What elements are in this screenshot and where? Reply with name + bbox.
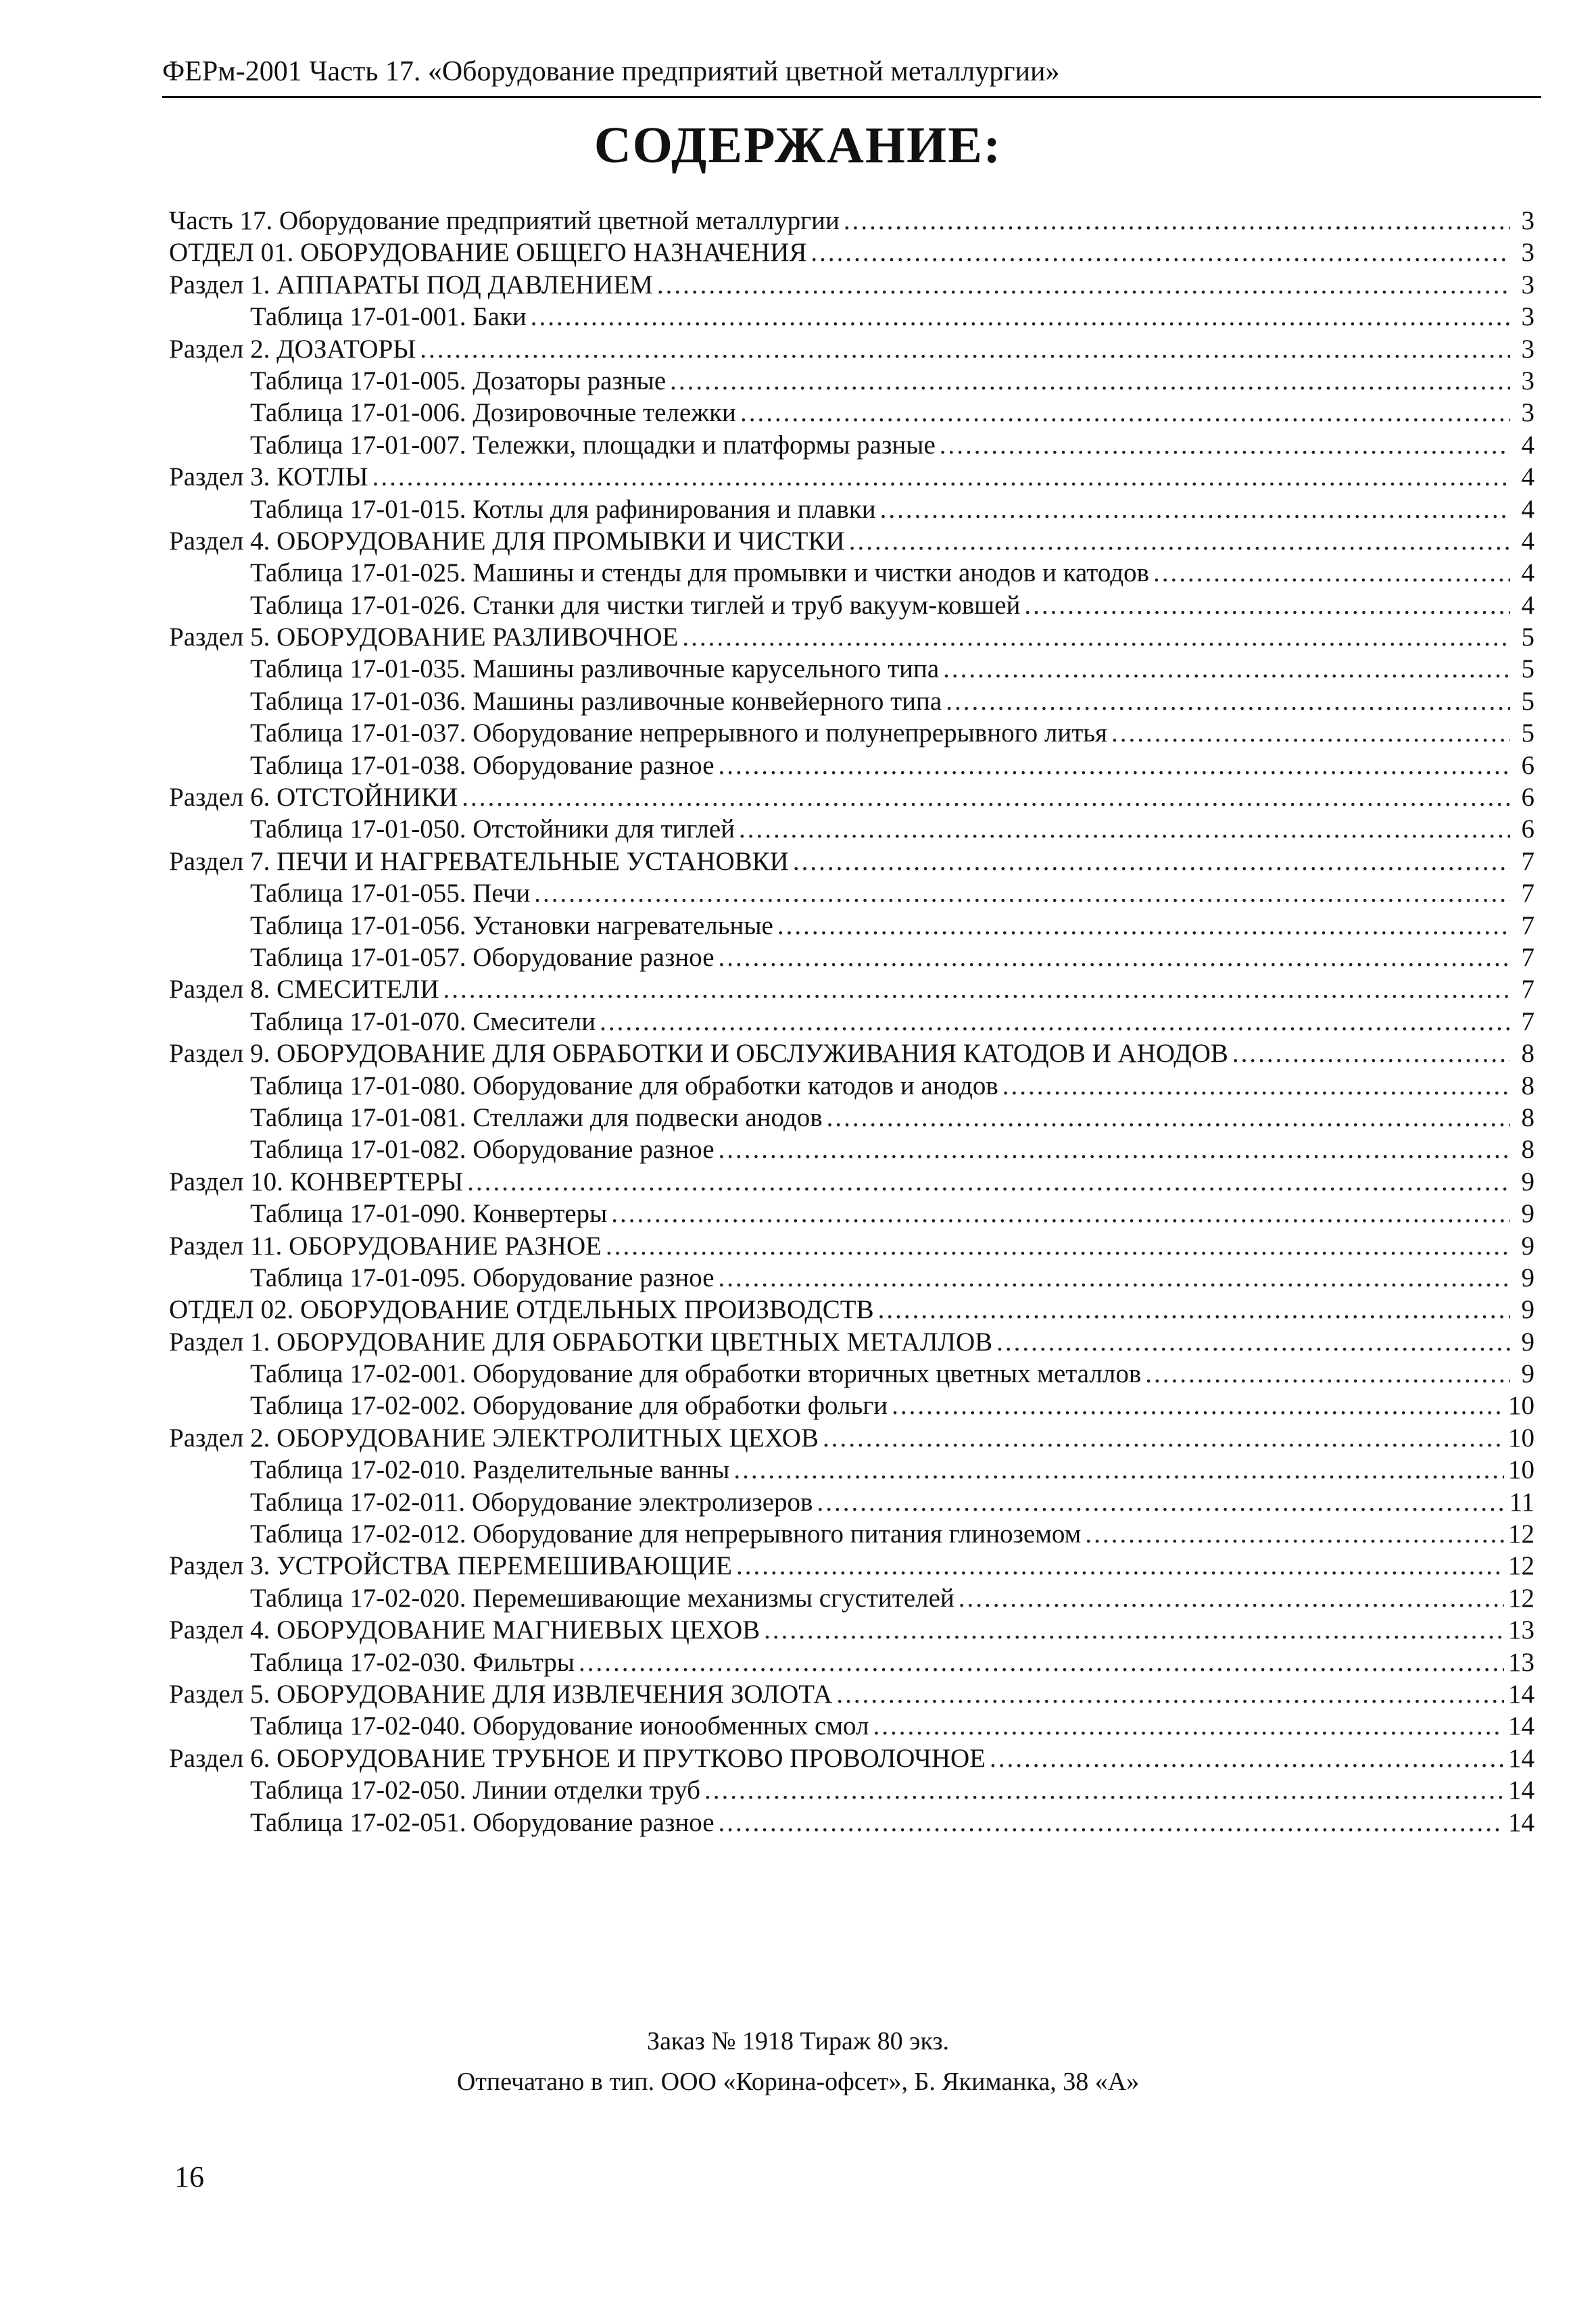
toc-entry-section: [169, 461, 1534, 493]
toc-entry-page: 13: [1508, 1647, 1534, 1677]
toc-entry-label: Таблица 17-02-012. Оборудование для непрерывного питания глиноземом: [250, 1519, 1082, 1549]
dot-leader: [739, 813, 1510, 845]
dot-leader: [1085, 1518, 1504, 1550]
toc-entry-table: [169, 1486, 1534, 1518]
dot-leader: [611, 1198, 1510, 1229]
toc-entry-page: 5: [1521, 623, 1534, 652]
dot-leader: [657, 269, 1510, 301]
toc-entry-section: [169, 237, 1534, 268]
toc-entry-page: 8: [1521, 1135, 1534, 1165]
toc-entry-section: [169, 333, 1534, 365]
toc-entry-table: [169, 750, 1534, 781]
toc-entry-section: [169, 1294, 1534, 1325]
dot-leader: [719, 942, 1510, 973]
dot-leader: [682, 621, 1510, 653]
toc-entry-page: 9: [1521, 1263, 1534, 1292]
dot-leader: [420, 333, 1510, 365]
toc-entry-section: [169, 1422, 1534, 1454]
toc-entry-page: 3: [1521, 238, 1534, 268]
toc-entry-label: Раздел 6. ОБОРУДОВАНИЕ ТРУБНОЕ И ПРУТКОВО ПРОВОЛОЧНОЕ: [169, 1743, 986, 1773]
toc-entry-label: Раздел 3. КОТЛЫ: [169, 462, 368, 492]
toc-entry-page: 3: [1521, 398, 1534, 428]
toc-entry-section: [169, 973, 1534, 1005]
dot-leader: [827, 1102, 1510, 1134]
dot-leader: [1145, 1358, 1510, 1390]
toc-entry-page: 9: [1521, 1359, 1534, 1389]
toc-entry-label: Раздел 2. ОБОРУДОВАНИЕ ЭЛЕКТРОЛИТНЫХ ЦЕХОВ: [169, 1423, 819, 1453]
toc-entry-table: [169, 1262, 1534, 1294]
toc-entry-page: 8: [1521, 1039, 1534, 1069]
toc-entry-table: [169, 910, 1534, 942]
toc-entry-label: Таблица 17-01-001. Баки: [250, 302, 527, 332]
toc-entry-label: Таблица 17-01-070. Смесители: [250, 1006, 596, 1036]
toc-entry-page: 9: [1521, 1231, 1534, 1261]
toc-entry-label: Таблица 17-01-057. Оборудование разное: [250, 942, 715, 972]
toc-entry-label: Таблица 17-01-038. Оборудование разное: [250, 750, 715, 780]
dot-leader: [811, 237, 1510, 268]
toc-entry-label: Раздел 6. ОТСТОЙНИКИ: [169, 783, 458, 812]
toc-entry-label: Часть 17. Оборудование предприятий цветной металлургии: [169, 206, 840, 235]
toc-entry-label: Таблица 17-01-037. Оборудование непрерывного и полунепрерывного литья: [250, 718, 1107, 748]
toc-entry-label: Таблица 17-01-050. Отстойники для тиглей: [250, 814, 735, 844]
toc-entry-label: Таблица 17-01-007. Тележки, площадки и платформы разные: [250, 430, 936, 460]
dot-leader: [462, 781, 1510, 813]
dot-leader: [719, 1262, 1510, 1294]
toc-entry-table: [169, 877, 1534, 909]
toc-entry-label: Таблица 17-01-006. Дозировочные тележки: [250, 398, 736, 428]
toc-entry-table: [169, 557, 1534, 589]
toc-entry-table: [169, 717, 1534, 749]
dot-leader: [372, 461, 1510, 493]
toc-entry-page: 7: [1521, 846, 1534, 876]
dot-leader: [943, 653, 1510, 685]
toc-entry-table: [169, 942, 1534, 973]
toc-entry-section: [169, 269, 1534, 301]
dot-leader: [1153, 557, 1510, 589]
dot-leader: [719, 750, 1510, 781]
toc-entry-page: 11: [1509, 1487, 1534, 1517]
dot-leader: [878, 1294, 1510, 1325]
toc-entry-page: 12: [1508, 1551, 1534, 1581]
page-number: 16: [174, 2160, 204, 2193]
toc-entry-table: [169, 1390, 1534, 1421]
dot-leader: [579, 1647, 1504, 1678]
toc-entry-table: [169, 653, 1534, 685]
dot-leader: [873, 1710, 1505, 1742]
toc-entry-page: 7: [1521, 975, 1534, 1004]
toc-entry-label: Таблица 17-01-036. Машины разливочные конвейерного типа: [250, 686, 942, 716]
toc-entry-label: Таблица 17-02-011. Оборудование электролизеров: [250, 1487, 813, 1517]
toc-entry-page: 14: [1508, 1776, 1534, 1805]
toc-entry-page: 7: [1521, 942, 1534, 972]
toc-entry-page: 6: [1521, 750, 1534, 780]
toc-entry-table: [169, 1006, 1534, 1038]
dot-leader: [996, 1326, 1510, 1358]
dot-leader: [946, 685, 1510, 717]
dot-leader: [777, 910, 1510, 942]
toc-entry-label: Таблица 17-02-020. Перемешивающие механизмы сгустителей: [250, 1583, 954, 1613]
toc-entry-table: [169, 1774, 1534, 1806]
toc-entry-label: Таблица 17-02-002. Оборудование для обработки фольги: [250, 1391, 888, 1421]
toc-entry-page: 3: [1521, 366, 1534, 395]
toc-entry-page: 7: [1521, 879, 1534, 908]
toc-entry-label: Раздел 4. ОБОРУДОВАНИЕ МАГНИЕВЫХ ЦЕХОВ: [169, 1615, 760, 1645]
toc-entry-table: [169, 813, 1534, 845]
toc-entry-label: Таблица 17-01-056. Установки нагревательные: [250, 910, 773, 940]
dot-leader: [844, 205, 1510, 237]
toc-entry-label: Таблица 17-01-081. Стеллажи для подвески анодов: [250, 1102, 823, 1132]
toc-entry-section: [169, 1326, 1534, 1358]
dot-leader: [670, 365, 1510, 397]
imprint-printer-line: Отпечатано в тип. ООО «Корина-офсет», Б. Якиманка, 38 «А»: [456, 2068, 1140, 2096]
toc-entry-label: Раздел 1. АППАРАТЫ ПОД ДАВЛЕНИЕМ: [169, 270, 653, 299]
toc-entry-label: Таблица 17-02-050. Линии отделки труб: [250, 1776, 700, 1805]
dot-leader: [600, 1006, 1510, 1038]
toc-entry-page: 9: [1521, 1295, 1534, 1325]
dot-leader: [719, 1134, 1510, 1165]
toc-entry-table: [169, 1198, 1534, 1229]
toc-entry-page: 12: [1508, 1519, 1534, 1549]
dot-leader: [940, 429, 1510, 461]
toc-entry-page: 4: [1521, 590, 1534, 620]
toc-entry-table: [169, 1807, 1534, 1838]
toc-entry-section: [169, 846, 1534, 877]
toc-entry-label: Таблица 17-01-082. Оборудование разное: [250, 1135, 715, 1165]
toc-entry-page: 12: [1508, 1583, 1534, 1613]
page-title: СОДЕРЖАНИЕ:: [594, 117, 1002, 174]
toc-entry-page: 10: [1508, 1455, 1534, 1485]
toc-entry-section: [169, 1550, 1534, 1582]
toc-entry-section: [169, 1678, 1534, 1710]
dot-leader: [534, 877, 1510, 909]
dot-leader: [719, 1807, 1504, 1838]
toc-entry-table: [169, 1358, 1534, 1390]
header-divider: [162, 96, 1541, 98]
toc-entry-label: Раздел 9. ОБОРУДОВАНИЕ ДЛЯ ОБРАБОТКИ И ОБСЛУЖИВАНИЯ КАТОДОВ И АНОДОВ: [169, 1039, 1228, 1069]
toc-entry-label: Раздел 4. ОБОРУДОВАНИЕ ДЛЯ ПРОМЫВКИ И ЧИСТКИ: [169, 526, 845, 556]
toc-entry-label: Раздел 5. ОБОРУДОВАНИЕ ДЛЯ ИЗВЛЕЧЕНИЯ ЗОЛОТА: [169, 1679, 833, 1709]
toc-entry-table: [169, 1710, 1534, 1742]
dot-leader: [849, 525, 1510, 557]
toc-entry-table: [169, 685, 1534, 717]
table-of-contents: [169, 205, 1534, 1838]
toc-entry-section: [169, 1230, 1534, 1262]
toc-entry-table: [169, 1454, 1534, 1486]
dot-leader: [990, 1743, 1504, 1774]
toc-entry-section: [169, 205, 1534, 237]
dot-leader: [740, 397, 1510, 429]
toc-entry-page: 10: [1508, 1423, 1534, 1453]
toc-entry-table: [169, 1102, 1534, 1134]
toc-entry-page: 10: [1508, 1391, 1534, 1421]
dot-leader: [880, 493, 1510, 525]
toc-entry-page: 5: [1521, 686, 1534, 716]
toc-entry-label: Таблица 17-02-040. Оборудование ионообменных смол: [250, 1711, 869, 1741]
toc-entry-page: 14: [1508, 1743, 1534, 1773]
toc-entry-page: 3: [1521, 206, 1534, 235]
toc-entry-page: 3: [1521, 334, 1534, 364]
dot-leader: [1111, 717, 1510, 749]
toc-entry-table: [169, 301, 1534, 333]
dot-leader: [443, 973, 1510, 1005]
toc-entry-page: 4: [1521, 462, 1534, 492]
toc-entry-table: [169, 493, 1534, 525]
toc-entry-page: 5: [1521, 718, 1534, 748]
toc-entry-label: Раздел 1. ОБОРУДОВАНИЕ ДЛЯ ОБРАБОТКИ ЦВЕТНЫХ МЕТАЛЛОВ: [169, 1327, 993, 1357]
toc-entry-table: [169, 1647, 1534, 1678]
toc-entry-page: 3: [1521, 270, 1534, 299]
toc-entry-table: [169, 1582, 1534, 1614]
toc-entry-label: Раздел 10. КОНВЕРТЕРЫ: [169, 1167, 464, 1196]
toc-entry-page: 7: [1521, 1006, 1534, 1036]
toc-entry-section: [169, 621, 1534, 653]
running-header: ФЕРм-2001 Часть 17. «Оборудование предприятий цветной металлургии»: [162, 56, 1060, 87]
dot-leader: [1232, 1038, 1510, 1069]
toc-entry-page: 4: [1521, 494, 1534, 524]
toc-entry-page: 9: [1521, 1327, 1534, 1357]
toc-entry-page: 8: [1521, 1102, 1534, 1132]
toc-entry-label: Таблица 17-01-025. Машины и стенды для промывки и чистки анодов и катодов: [250, 558, 1149, 588]
toc-entry-label: ОТДЕЛ 01. ОБОРУДОВАНИЕ ОБЩЕГО НАЗНАЧЕНИЯ: [169, 238, 807, 268]
toc-entry-page: 5: [1521, 654, 1534, 684]
toc-entry-label: Таблица 17-02-030. Фильтры: [250, 1647, 575, 1677]
imprint-order-line: Заказ № 1918 Тираж 80 экз.: [647, 2027, 949, 2055]
toc-entry-label: Раздел 5. ОБОРУДОВАНИЕ РАЗЛИВОЧНОЕ: [169, 623, 679, 652]
toc-entry-page: 14: [1508, 1807, 1534, 1837]
toc-entry-label: Таблица 17-01-080. Оборудование для обработки катодов и анодов: [250, 1071, 998, 1100]
toc-entry-table: [169, 1070, 1534, 1102]
dot-leader: [793, 846, 1510, 877]
toc-entry-label: Таблица 17-01-015. Котлы для рафинирования и плавки: [250, 494, 876, 524]
toc-entry-page: 4: [1521, 558, 1534, 588]
toc-entry-page: 14: [1508, 1711, 1534, 1741]
toc-entry-page: 14: [1508, 1679, 1534, 1709]
toc-entry-section: [169, 525, 1534, 557]
toc-entry-section: [169, 1038, 1534, 1069]
dot-leader: [823, 1422, 1504, 1454]
toc-entry-label: Таблица 17-02-001. Оборудование для обработки вторичных цветных металлов: [250, 1359, 1142, 1389]
toc-entry-page: 6: [1521, 814, 1534, 844]
toc-entry-page: 13: [1508, 1615, 1534, 1645]
toc-entry-label: Раздел 3. УСТРОЙСТВА ПЕРЕМЕШИВАЮЩИЕ: [169, 1551, 732, 1581]
toc-entry-label: Таблица 17-01-095. Оборудование разное: [250, 1263, 715, 1292]
toc-entry-label: Раздел 8. СМЕСИТЕЛИ: [169, 975, 439, 1004]
toc-entry-page: 6: [1521, 783, 1534, 812]
dot-leader: [1024, 589, 1510, 621]
toc-entry-label: Таблица 17-02-010. Разделительные ванны: [250, 1455, 730, 1485]
toc-entry-label: Таблица 17-01-026. Станки для чистки тиглей и труб вакуум-ковшей: [250, 590, 1021, 620]
toc-entry-page: 4: [1521, 526, 1534, 556]
dot-leader: [736, 1550, 1504, 1582]
dot-leader: [764, 1614, 1504, 1646]
toc-entry-table: [169, 589, 1534, 621]
toc-entry-label: Таблица 17-02-051. Оборудование разное: [250, 1807, 715, 1837]
toc-entry-table: [169, 429, 1534, 461]
dot-leader: [817, 1486, 1505, 1518]
toc-entry-page: 9: [1521, 1167, 1534, 1196]
imprint: [0, 2021, 1596, 2102]
toc-entry-label: Раздел 7. ПЕЧИ И НАГРЕВАТЕЛЬНЫЕ УСТАНОВКИ: [169, 846, 789, 876]
toc-entry-page: 3: [1521, 302, 1534, 332]
toc-entry-label: Таблица 17-01-090. Конвертеры: [250, 1199, 608, 1229]
toc-entry-table: [169, 365, 1534, 397]
dot-leader: [704, 1774, 1504, 1806]
toc-entry-label: Таблица 17-01-035. Машины разливочные карусельного типа: [250, 654, 940, 684]
toc-entry-section: [169, 1743, 1534, 1774]
dot-leader: [892, 1390, 1504, 1421]
dot-leader: [959, 1582, 1504, 1614]
dot-leader: [531, 301, 1510, 333]
toc-entry-section: [169, 781, 1534, 813]
dot-leader: [606, 1230, 1510, 1262]
dot-leader: [733, 1454, 1504, 1486]
dot-leader: [467, 1166, 1510, 1198]
toc-entry-page: 9: [1521, 1199, 1534, 1229]
toc-entry-table: [169, 1518, 1534, 1550]
toc-entry-page: 8: [1521, 1071, 1534, 1100]
toc-entry-section: [169, 1614, 1534, 1646]
toc-entry-table: [169, 1134, 1534, 1165]
dot-leader: [1002, 1070, 1510, 1102]
toc-entry-section: [169, 1166, 1534, 1198]
toc-entry-table: [169, 397, 1534, 429]
toc-entry-page: 4: [1521, 430, 1534, 460]
toc-entry-label: ОТДЕЛ 02. ОБОРУДОВАНИЕ ОТДЕЛЬНЫХ ПРОИЗВОДСТВ: [169, 1295, 874, 1325]
toc-entry-label: Таблица 17-01-055. Печи: [250, 879, 531, 908]
toc-entry-label: Раздел 2. ДОЗАТОРЫ: [169, 334, 416, 364]
toc-entry-label: Таблица 17-01-005. Дозаторы разные: [250, 366, 667, 395]
toc-entry-page: 7: [1521, 910, 1534, 940]
toc-entry-label: Раздел 11. ОБОРУДОВАНИЕ РАЗНОЕ: [169, 1231, 602, 1261]
dot-leader: [836, 1678, 1504, 1710]
